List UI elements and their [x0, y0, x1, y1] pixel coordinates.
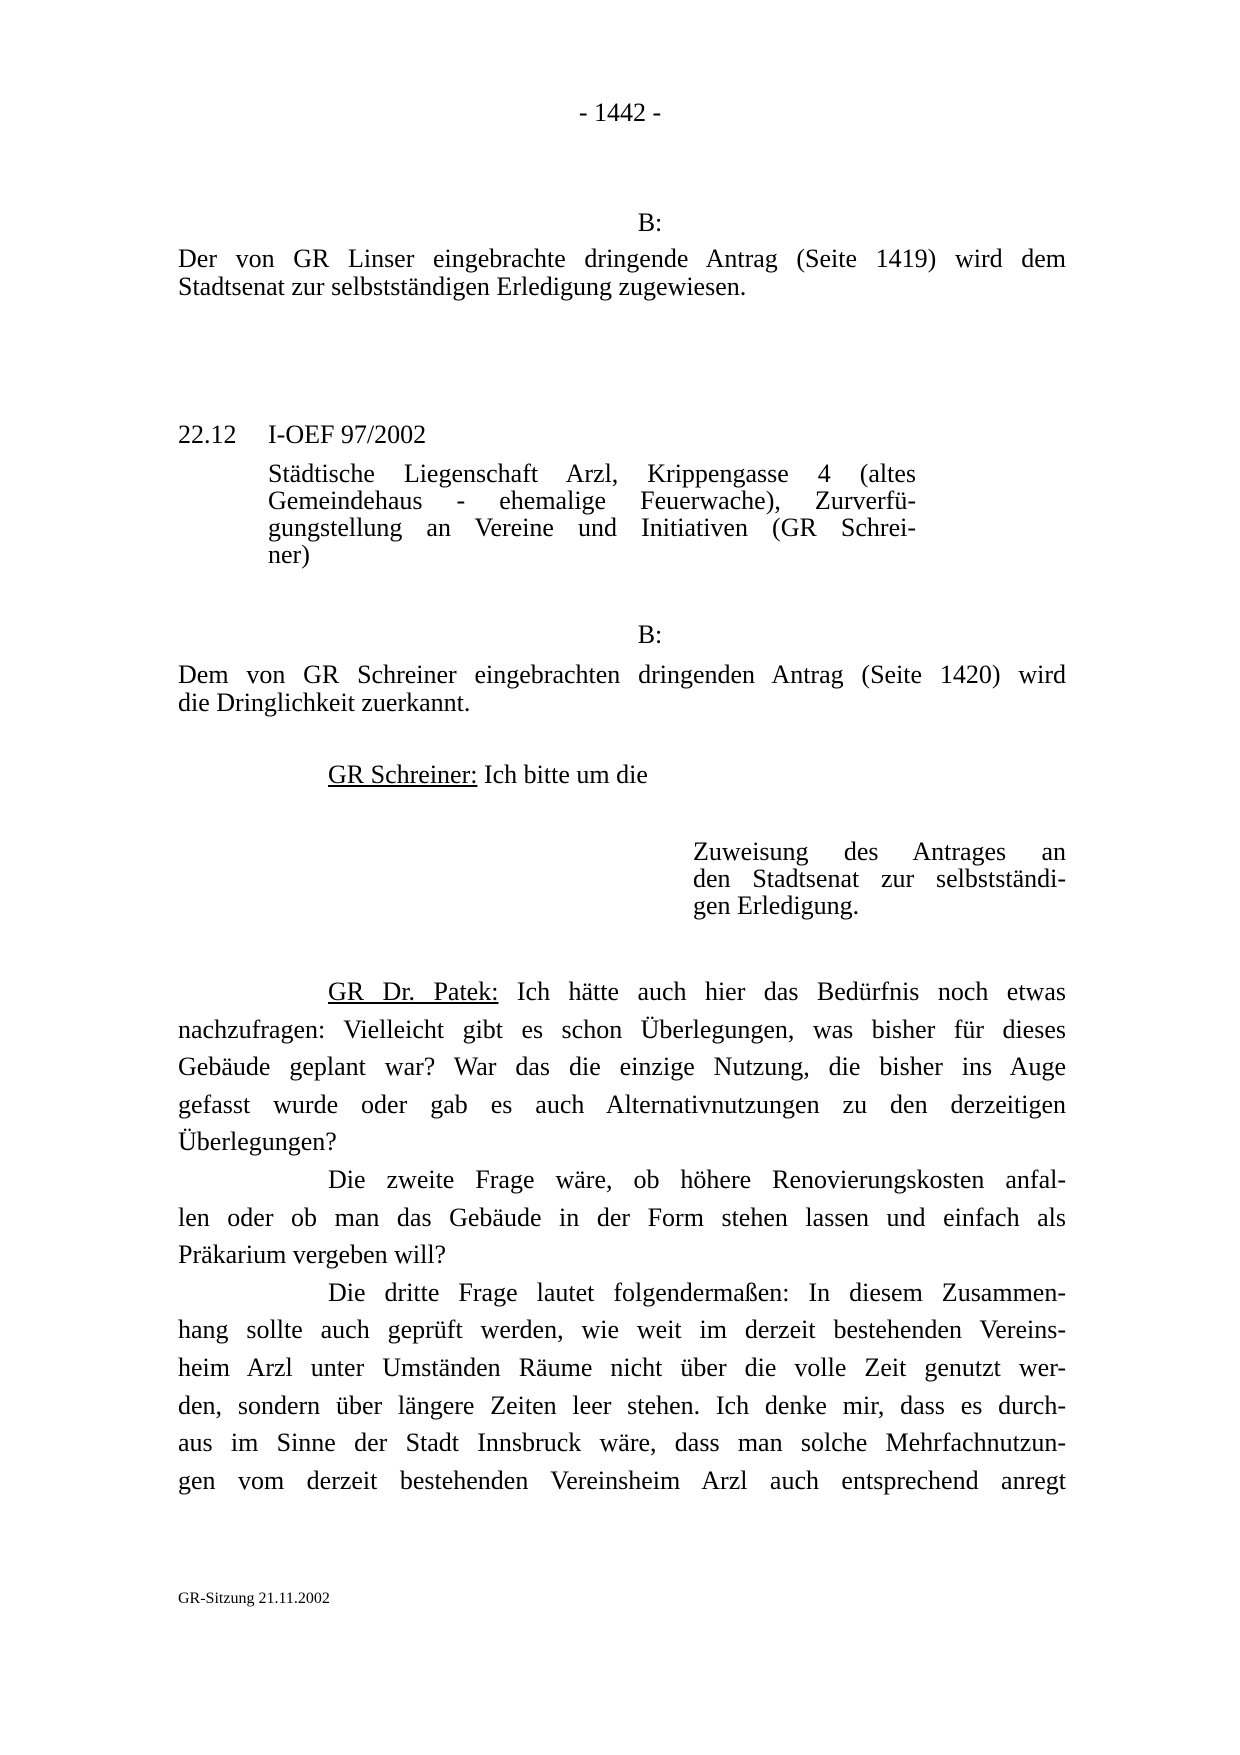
item-title: [268, 460, 916, 568]
speech-line: den Stadtsenat zur selbstständi-: [693, 864, 1066, 893]
resolution-label-b2: B:: [637, 620, 663, 649]
speech-line: len oder ob man das Gebäude in der Form stehen lassen und einfach als: [178, 1202, 1066, 1232]
speech-text: Ich bitte um die: [477, 760, 648, 789]
resolution-line: Stadtsenat zur selbstständigen Erledigung zugewiesen.: [178, 272, 747, 301]
resolution-line: Der von GR Linser eingebrachte dringende Antrag (Seite 1419) wird dem: [178, 244, 1066, 273]
speech-patek: [178, 973, 1066, 1499]
speech-schreiner-intro: [328, 760, 648, 790]
speech-line: den, sondern über längere Zeiten leer stehen. Ich denke mir, dass es durch-: [178, 1390, 1066, 1420]
speech-line: gen Erledigung.: [693, 891, 860, 920]
speech-line: gefasst wurde oder gab es auch Alternativnutzungen zu den derzeitigen: [178, 1089, 1066, 1119]
speaker-name: GR Dr. Patek:: [328, 977, 499, 1006]
speech-line: heim Arzl unter Umständen Räume nicht über die volle Zeit genutzt wer-: [178, 1352, 1066, 1382]
item-title-line: Gemeindehaus - ehemalige Feuerwache), Zurverfü-: [268, 486, 916, 515]
speech-line: Die zweite Frage wäre, ob höhere Renovierungskosten anfal-: [328, 1164, 1066, 1194]
item-number: 22.12: [178, 420, 237, 449]
footer-session-date: GR-Sitzung 21.11.2002: [178, 1590, 330, 1607]
item-title-line: ner): [268, 540, 310, 569]
speech-line: Überlegungen?: [178, 1127, 337, 1157]
page-number: - 1442 -: [578, 98, 662, 127]
speech-line: nachzufragen: Vielleicht gibt es schon Überlegungen, was bisher für dieses: [178, 1014, 1066, 1044]
resolution-text-b2: [178, 661, 1066, 717]
speech-line: aus im Sinne der Stadt Innsbruck wäre, dass man solche Mehrfachnutzun-: [178, 1428, 1066, 1458]
speech-line: [178, 973, 1066, 1011]
item-reference: I-OEF 97/2002: [268, 420, 427, 449]
speech-line: Die dritte Frage lautet folgendermaßen: In diesem Zusammen-: [328, 1277, 1066, 1307]
resolution-label-b1: B:: [637, 208, 663, 237]
speech-line: Präkarium vergeben will?: [178, 1240, 447, 1270]
speech-line: gen vom derzeit bestehenden Vereinsheim Arzl auch entsprechend anregt: [178, 1465, 1066, 1495]
item-title-line: gungstellung an Vereine und Initiativen (GR Schrei-: [268, 513, 916, 542]
speech-schreiner-continuation: [693, 838, 1066, 919]
speaker-name: GR Schreiner:: [328, 760, 478, 789]
speech-line: Zuweisung des Antrages an: [693, 837, 1066, 866]
resolution-line: Dem von GR Schreiner eingebrachten dringenden Antrag (Seite 1420) wird: [178, 660, 1066, 689]
resolution-line: die Dringlichkeit zuerkannt.: [178, 688, 471, 717]
speech-text: Ich hätte auch hier das Bedürfnis noch etwas: [498, 977, 1066, 1006]
item-title-line: Städtische Liegenschaft Arzl, Krippengasse 4 (altes: [268, 459, 916, 488]
speech-line: Gebäude geplant war? War das die einzige Nutzung, die bisher ins Auge: [178, 1052, 1066, 1082]
speech-line: hang sollte auch geprüft werden, wie weit im derzeit bestehenden Vereins-: [178, 1315, 1066, 1345]
resolution-text-b1: [178, 245, 1066, 301]
